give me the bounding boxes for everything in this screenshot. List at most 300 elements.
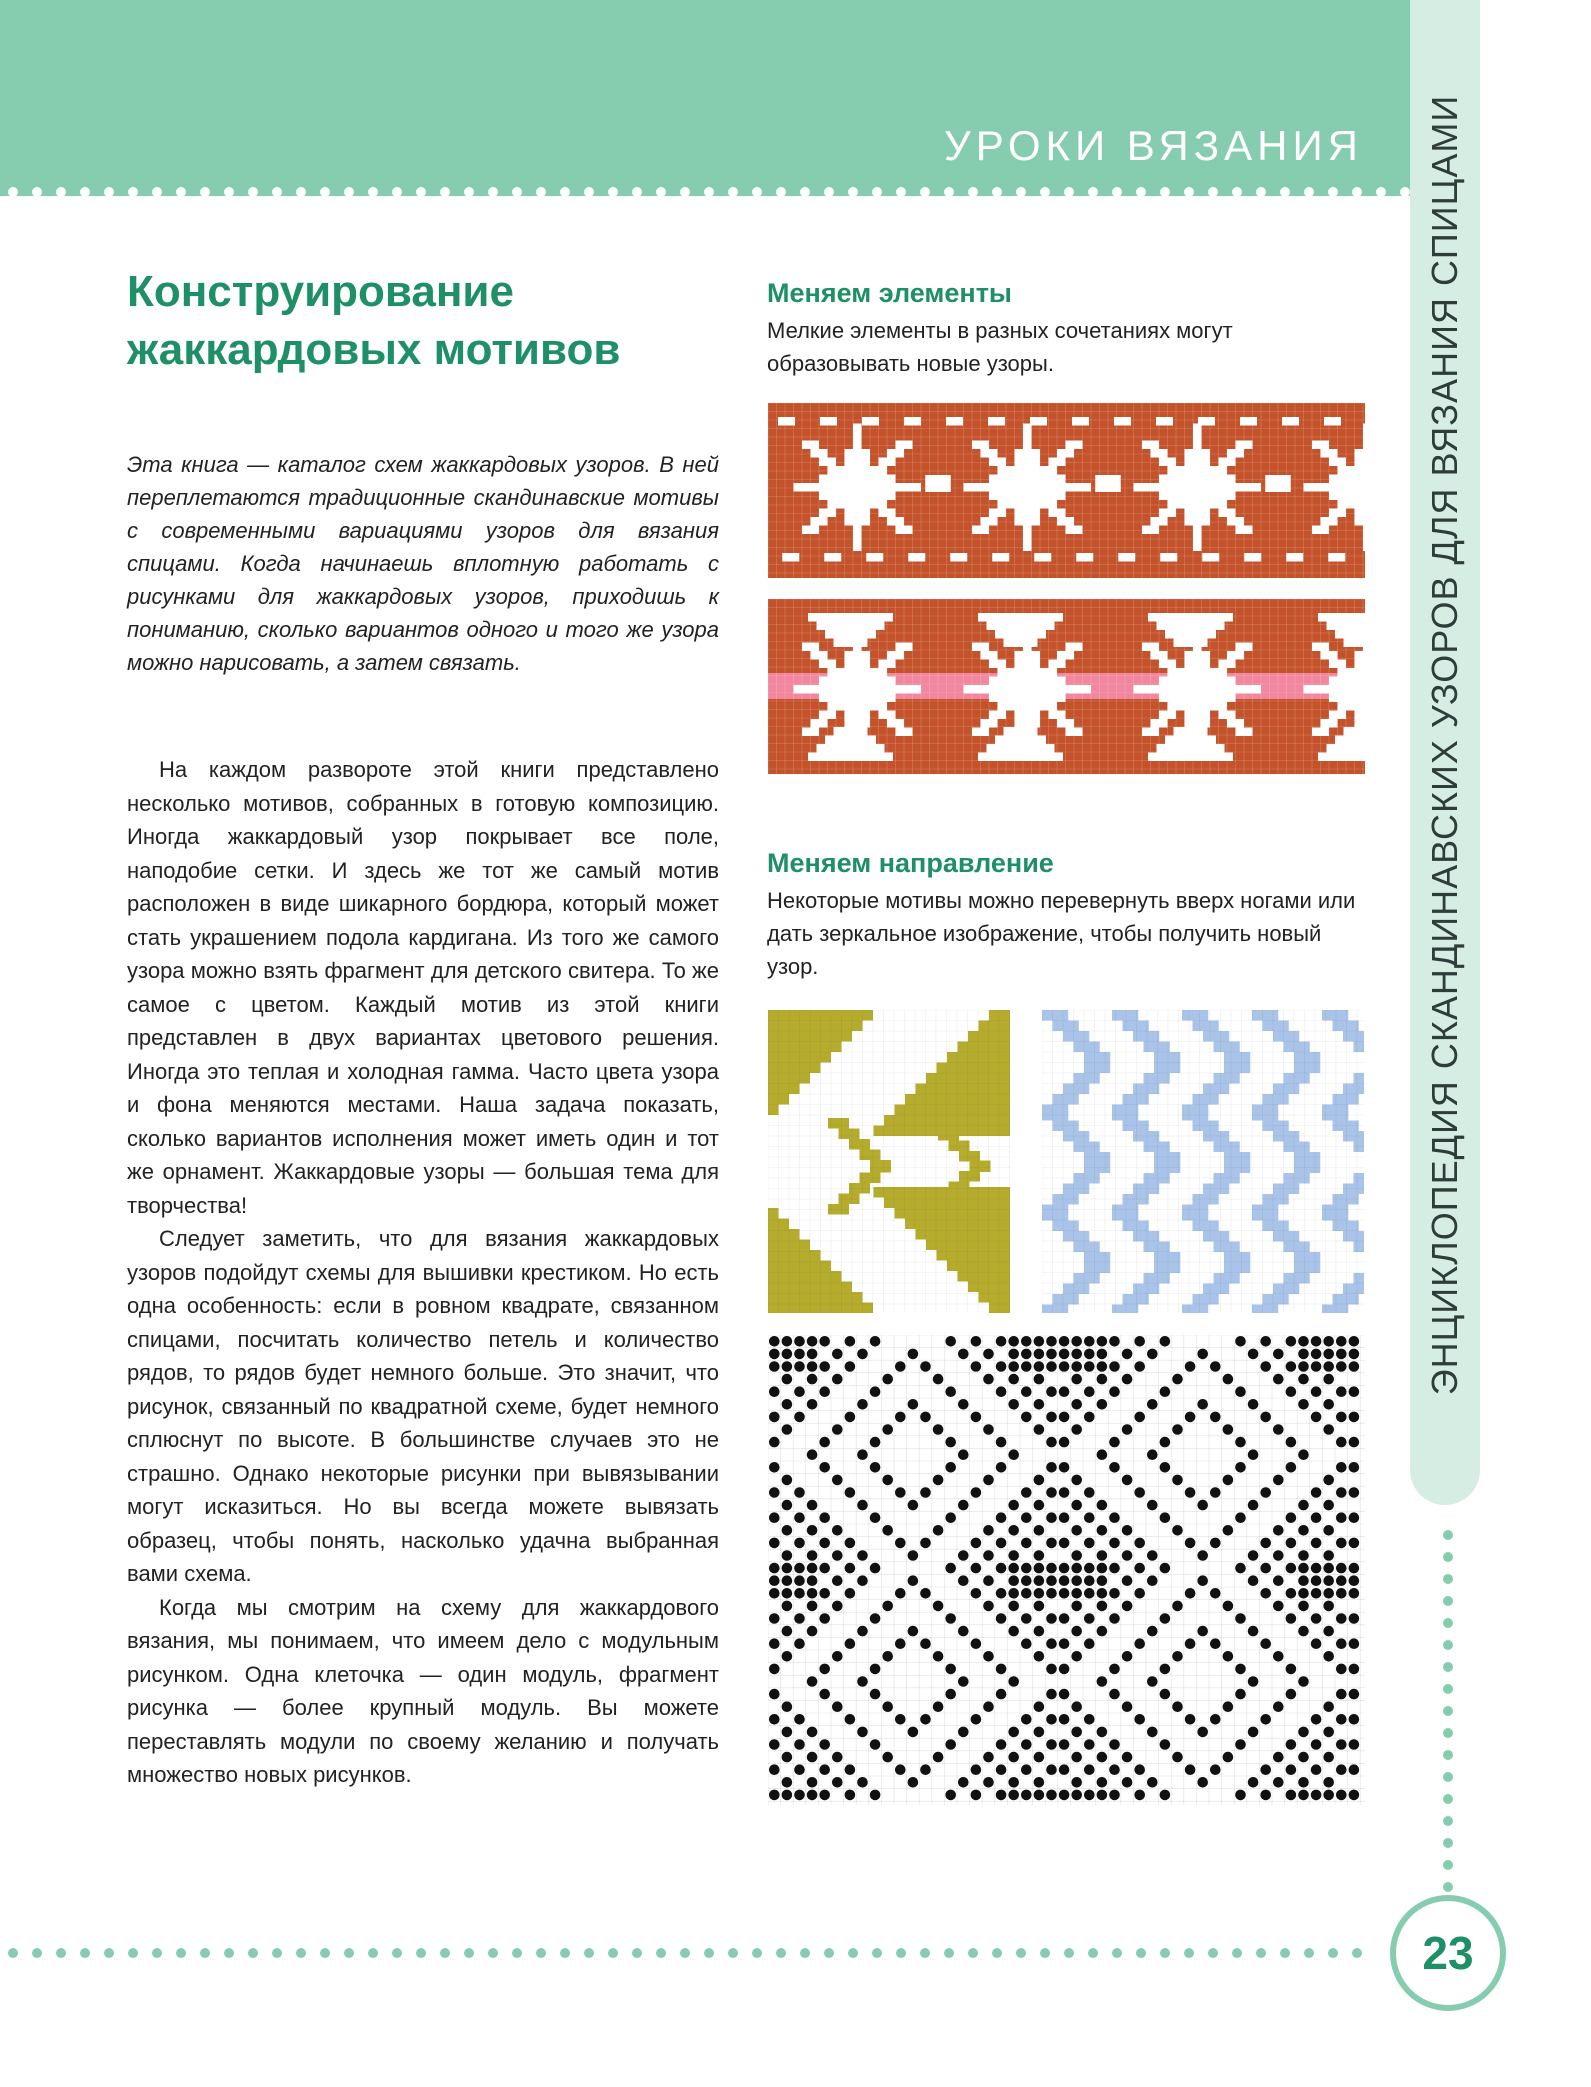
pattern-dot	[933, 1701, 944, 1712]
pattern-cell	[1176, 500, 1185, 509]
pattern-cell	[1202, 466, 1211, 475]
pattern-cell	[1015, 475, 1024, 484]
pattern-dot	[1122, 1475, 1133, 1486]
pattern-dot	[1298, 1777, 1309, 1788]
pattern-cell	[1185, 509, 1194, 518]
pattern-cell	[1219, 492, 1228, 501]
decor-dot	[872, 187, 882, 197]
pattern-dot	[1286, 1512, 1297, 1523]
pattern-cell	[1193, 500, 1202, 509]
decor-dot	[128, 187, 138, 197]
pattern-dot	[1071, 1752, 1082, 1763]
pattern-dot	[1046, 1538, 1057, 1549]
decor-dot	[992, 1948, 1002, 1958]
pattern-cell	[1346, 466, 1355, 475]
pattern-cell	[853, 543, 862, 552]
pattern-dot	[1235, 1462, 1246, 1473]
decor-dot	[1184, 187, 1194, 197]
pattern-dot	[1336, 1512, 1347, 1523]
pattern-dot	[1235, 1563, 1246, 1574]
pattern-dot	[1248, 1449, 1259, 1460]
decor-dot	[728, 187, 738, 197]
pattern-dot	[1298, 1361, 1309, 1372]
pattern-cell	[834, 639, 868, 648]
pattern-dot	[832, 1550, 843, 1561]
pattern-dot	[819, 1512, 830, 1523]
pattern-dot	[1021, 1790, 1032, 1801]
pattern-cell	[1210, 492, 1219, 501]
decor-dot	[1040, 1948, 1050, 1958]
pattern-dot	[845, 1563, 856, 1574]
decor-dot	[8, 1948, 18, 1958]
decor-dot	[176, 1948, 186, 1958]
pattern-cell	[1133, 1084, 1159, 1095]
pattern-cell	[1363, 449, 1365, 458]
pattern-dot	[845, 1361, 856, 1372]
pattern-cell	[879, 492, 888, 501]
pattern-dot	[1286, 1361, 1297, 1372]
pattern-dot	[1349, 1487, 1360, 1498]
pattern-cell	[1224, 1052, 1250, 1063]
pattern-cell	[768, 1063, 821, 1074]
decor-dot	[992, 187, 1002, 197]
pattern-dot	[958, 1349, 969, 1360]
pattern-cell	[1193, 543, 1202, 552]
pattern-dot	[1109, 1664, 1120, 1675]
pattern-dot	[1311, 1638, 1322, 1649]
pattern-cell	[819, 458, 828, 467]
pattern-cell	[1185, 500, 1194, 509]
decor-dot	[1443, 1530, 1453, 1540]
decor-dot	[1040, 187, 1050, 197]
pattern-cell	[1355, 500, 1364, 509]
pattern-dot	[1223, 1424, 1234, 1435]
pattern-cell	[1053, 1221, 1079, 1232]
pattern-cell	[828, 483, 837, 492]
pattern-cell	[1151, 449, 1160, 458]
pattern-dot	[1059, 1613, 1070, 1624]
pattern-cell	[1168, 509, 1177, 518]
pattern-dot	[1084, 1613, 1095, 1624]
pattern-dot	[1071, 1575, 1082, 1586]
pattern-cell	[853, 492, 862, 501]
pattern-cell	[845, 509, 854, 518]
pattern-cell	[1210, 475, 1219, 484]
pattern-dot	[1311, 1512, 1322, 1523]
pattern-cell	[998, 458, 1007, 467]
pattern-dot	[1059, 1764, 1070, 1775]
pattern-dot	[1160, 1613, 1171, 1624]
pattern-cell	[1363, 441, 1365, 450]
pattern-cell	[1040, 475, 1049, 484]
pattern-dot	[1210, 1638, 1221, 1649]
pattern-dot	[782, 1550, 793, 1561]
pattern-dot	[819, 1361, 830, 1372]
pattern-cell	[828, 509, 837, 518]
pattern-cell	[794, 483, 803, 492]
pattern-dot	[920, 1361, 931, 1372]
pattern-dot	[1122, 1525, 1133, 1536]
pattern-cell	[1198, 417, 1215, 426]
pattern-dot	[1286, 1588, 1297, 1599]
pattern-cell	[1142, 441, 1151, 450]
pattern-dot	[1323, 1424, 1334, 1435]
body-paragraph-3: Когда мы смотрим на схему для жаккардового вязания, мы понимаем, что имеем дело с модульным рисунком. Одна клеточка — один модуль, фрагмент рисунка — более крупный модуль. Вы можете переставлять модули по своему желанию и получать множество новых рисунков.	[127, 1594, 719, 1787]
pattern-dot	[1097, 1525, 1108, 1536]
pattern-dot	[1185, 1588, 1196, 1599]
pattern-cell	[819, 483, 828, 492]
pattern-cell	[1355, 509, 1364, 518]
decor-dot	[944, 1948, 954, 1958]
pattern-dot	[1172, 1701, 1183, 1712]
pattern-cell	[1193, 1294, 1219, 1305]
pattern-cell	[1057, 509, 1066, 518]
pattern-cell	[808, 613, 893, 622]
pattern-dot	[1273, 1475, 1284, 1486]
pattern-cell	[853, 483, 862, 492]
pattern-cell	[1224, 1063, 1250, 1074]
pattern-cell	[981, 449, 990, 458]
pattern-dot	[996, 1764, 1007, 1775]
pattern-dot	[996, 1462, 1007, 1473]
pattern-cell	[853, 424, 862, 433]
decor-dot	[1443, 1838, 1453, 1848]
pattern-dot	[1122, 1575, 1133, 1586]
pattern-dot	[1046, 1336, 1057, 1347]
pattern-dot	[1197, 1727, 1208, 1738]
pattern-cell	[1193, 449, 1202, 458]
pattern-cell	[1253, 483, 1262, 492]
pattern-cell	[1066, 483, 1075, 492]
pattern-dot	[1021, 1563, 1032, 1574]
pattern-dot	[908, 1777, 919, 1788]
pattern-dot	[945, 1437, 956, 1448]
decor-dot	[104, 187, 114, 197]
pattern-dot	[870, 1689, 881, 1700]
pattern-cell	[1355, 475, 1364, 484]
pattern-dot	[1109, 1739, 1120, 1750]
pattern-dot	[1172, 1424, 1183, 1435]
pattern-cell	[1032, 492, 1041, 501]
pattern-dot	[1160, 1563, 1171, 1574]
pattern-cell	[1063, 1231, 1089, 1242]
pattern-dot	[1059, 1739, 1070, 1750]
pattern-dot	[945, 1512, 956, 1523]
pattern-dot	[1298, 1563, 1309, 1574]
pattern-dot	[782, 1399, 793, 1410]
pattern-dot	[971, 1361, 982, 1372]
pattern-dot	[1273, 1424, 1284, 1435]
pattern-cell	[1042, 1210, 1068, 1221]
pattern-dot	[1210, 1361, 1221, 1372]
pattern-dot	[1210, 1412, 1221, 1423]
pattern-dot	[983, 1550, 994, 1561]
pattern-dot	[1349, 1361, 1360, 1372]
pattern-dot	[1210, 1538, 1221, 1549]
pattern-cell	[1123, 1221, 1149, 1232]
pattern-dot	[895, 1638, 906, 1649]
pattern-dot	[1349, 1714, 1360, 1725]
pattern-dot	[1097, 1777, 1108, 1788]
pattern-cell	[1083, 483, 1092, 492]
decor-dot	[1280, 187, 1290, 197]
pattern-cell	[1363, 492, 1365, 501]
pattern-cell	[1185, 492, 1194, 501]
decor-dot	[1443, 1640, 1453, 1650]
pattern-dot	[1071, 1727, 1082, 1738]
pattern-dot	[1260, 1714, 1271, 1725]
pattern-dot	[1071, 1588, 1082, 1599]
pattern-cell	[879, 483, 888, 492]
pattern-cell	[1227, 517, 1236, 526]
pattern-cell	[1168, 492, 1177, 501]
pattern-cell	[1338, 483, 1347, 492]
pattern-cell	[778, 417, 795, 426]
pattern-dot	[983, 1424, 994, 1435]
pattern-dot	[1008, 1676, 1019, 1687]
pattern-cell	[1193, 492, 1202, 501]
pattern-dot	[1034, 1701, 1045, 1712]
pattern-dot	[1298, 1752, 1309, 1763]
pattern-cell	[1273, 1031, 1299, 1042]
pattern-dot	[971, 1487, 982, 1498]
pattern-dot	[1197, 1550, 1208, 1561]
pattern-dot	[1046, 1588, 1057, 1599]
pattern-cell	[998, 475, 1007, 484]
pattern-cell	[1333, 1021, 1359, 1032]
pattern-dot	[1248, 1727, 1259, 1738]
pattern-cell	[1273, 1231, 1299, 1242]
decor-dot	[488, 187, 498, 197]
decor-dot	[1016, 1948, 1026, 1958]
pattern-dot	[1349, 1386, 1360, 1397]
decor-dot	[1016, 187, 1026, 197]
pattern-cell	[1049, 475, 1058, 484]
pattern-dot	[1059, 1349, 1070, 1360]
pattern-dot	[1323, 1575, 1334, 1586]
pattern-dot	[1046, 1437, 1057, 1448]
pattern-cell	[1023, 483, 1032, 492]
pattern-cell	[981, 483, 990, 492]
pattern-cell	[1154, 1052, 1180, 1063]
intro-paragraph: Эта книга — каталог схем жаккардовых узоров. В ней переплетаются традиционные скандинавские мотивы с современными вариациями узоров для вязания спицами. Когда начинаешь вплотную работать с рисунками для жаккардовых узоров, приходишь к пониманию, сколько вариантов одного и того же узора можно нарисовать, а затем связать.	[127, 452, 719, 675]
pattern-cell	[1049, 466, 1058, 475]
pattern-dot	[832, 1525, 843, 1536]
pattern-cell	[811, 449, 820, 458]
pattern-dot	[1109, 1563, 1120, 1574]
pattern-cell	[808, 753, 893, 762]
pattern-dot	[1336, 1714, 1347, 1725]
pattern-cell	[1174, 639, 1208, 648]
pattern-dot	[1273, 1575, 1284, 1586]
pattern-cell	[1006, 492, 1015, 501]
pattern-dot	[807, 1626, 818, 1637]
pattern-cell	[1363, 509, 1365, 518]
decor-dot	[1136, 187, 1146, 197]
header-dot-row	[8, 187, 1424, 197]
pattern-dot	[1046, 1638, 1057, 1649]
pattern-dot	[933, 1651, 944, 1662]
pattern-dot	[1286, 1689, 1297, 1700]
pattern-dot	[1034, 1550, 1045, 1561]
pattern-cell	[1263, 1094, 1289, 1105]
pattern-cell	[845, 483, 854, 492]
decor-dot	[368, 1948, 378, 1958]
pattern-cell	[1263, 1021, 1289, 1032]
decor-dot	[1280, 1948, 1290, 1958]
pattern-cell	[811, 517, 820, 526]
pattern-dot	[857, 1676, 868, 1687]
pattern-dot	[819, 1664, 830, 1675]
pattern-cell	[819, 475, 828, 484]
decor-dot	[296, 1948, 306, 1958]
pattern-dot	[1185, 1487, 1196, 1498]
pattern-dot	[958, 1575, 969, 1586]
pattern-dot	[1273, 1349, 1284, 1360]
pattern-cell	[1193, 526, 1202, 535]
pattern-dot	[769, 1689, 780, 1700]
pattern-dot	[1147, 1349, 1158, 1360]
pattern-dot	[870, 1613, 881, 1624]
decor-dot	[704, 1948, 714, 1958]
pattern-cell	[825, 630, 876, 639]
pattern-dot	[1059, 1412, 1070, 1423]
pattern-dot	[1298, 1349, 1309, 1360]
pattern-dot	[1034, 1349, 1045, 1360]
pattern-cell	[887, 483, 896, 492]
pattern-dot	[1235, 1336, 1246, 1347]
decor-dot	[392, 187, 402, 197]
pattern-cell	[947, 1052, 1010, 1063]
pattern-cell	[1084, 1063, 1110, 1074]
pattern-dot	[845, 1588, 856, 1599]
pattern-dot	[1235, 1689, 1246, 1700]
pattern-dot	[807, 1752, 818, 1763]
pattern-cell	[870, 475, 879, 484]
pattern-dot	[1122, 1550, 1133, 1561]
pattern-dot	[1336, 1538, 1347, 1549]
pattern-dot	[794, 1361, 805, 1372]
pattern-dot	[1349, 1664, 1360, 1675]
pattern-cell	[958, 1042, 1011, 1053]
pattern-cell	[1032, 500, 1041, 509]
pattern-dot	[1109, 1613, 1120, 1624]
pattern-dot	[1323, 1601, 1334, 1612]
pattern-dot	[1349, 1412, 1360, 1423]
pattern-dot	[1021, 1575, 1032, 1586]
pattern-cell	[862, 466, 871, 475]
decor-dot	[896, 187, 906, 197]
pattern-dot	[845, 1638, 856, 1649]
pattern-dot	[1046, 1714, 1057, 1725]
pattern-cell	[1159, 449, 1168, 458]
decor-dot	[776, 1948, 786, 1958]
pattern-dot	[1084, 1512, 1095, 1523]
pattern-cell	[870, 500, 879, 509]
pattern-dot	[1046, 1613, 1057, 1624]
pattern-dot	[870, 1437, 881, 1448]
pattern-cell	[1032, 466, 1041, 475]
pattern-dot	[1210, 1764, 1221, 1775]
pattern-dot	[1084, 1361, 1095, 1372]
pattern-cell	[1219, 483, 1228, 492]
pattern-dot	[1286, 1764, 1297, 1775]
pattern-cell	[1023, 475, 1032, 484]
pattern-dot	[882, 1651, 893, 1662]
pattern-dot	[769, 1512, 780, 1523]
decor-dot	[1376, 187, 1386, 197]
pattern-dot	[782, 1475, 793, 1486]
pattern-dot	[933, 1374, 944, 1385]
pattern-dot	[1097, 1601, 1108, 1612]
decor-dot	[1232, 187, 1242, 197]
pattern-cell	[879, 500, 888, 509]
pattern-dot	[1071, 1336, 1082, 1347]
pattern-dot	[1059, 1538, 1070, 1549]
pattern-cell	[1023, 492, 1032, 501]
pattern-dot	[1210, 1588, 1221, 1599]
pattern-cell	[1057, 475, 1066, 484]
decor-dot	[296, 187, 306, 197]
pattern-dot	[996, 1386, 1007, 1397]
pattern-dot	[945, 1689, 956, 1700]
decor-dot	[248, 187, 258, 197]
pattern-cell	[1193, 534, 1202, 543]
pattern-dot	[1223, 1651, 1234, 1662]
pattern-cell	[1343, 1084, 1364, 1095]
pattern-dot	[1071, 1777, 1082, 1788]
pattern-dot	[782, 1349, 793, 1360]
pattern-cell	[1193, 1094, 1219, 1105]
pattern-dot	[933, 1752, 944, 1763]
pattern-cell	[1193, 1221, 1219, 1232]
pattern-dot	[782, 1575, 793, 1586]
decor-dot	[320, 187, 330, 197]
pattern-dot	[1046, 1790, 1057, 1801]
pattern-dot	[794, 1412, 805, 1423]
pattern-cell	[862, 483, 871, 492]
pattern-cell	[1227, 492, 1236, 501]
decor-dot	[584, 187, 594, 197]
pattern-cell	[1318, 753, 1365, 762]
body-paragraph-1: На каждом развороте этой книги представлено несколько мотивов, собранных в готовую композицию. Иногда жаккардовый узор покрывает все поле, наподобие сетки. И здесь же тот же самый мотив расположен в виде шикарного бордюра, который может стать украшением подола кардигана. Из того же самого узора можно взять фрагмент для детского свитера. То же самое с цветом. Каждый мотив из этой книги представлен в двух вариантах цветового решения. Иногда это теплая и холодная гамма. Часто цвета узора и фона меняются местами. Наша задача показать, сколько вариантов исполнения может иметь один и тот же орнамент. Жаккардовые узоры — большая тема для творчества!	[127, 757, 719, 1218]
pattern-cell	[1023, 500, 1032, 509]
pattern-dot	[1160, 1437, 1171, 1448]
pattern-dot	[958, 1500, 969, 1511]
pattern-cell	[1346, 492, 1355, 501]
pattern-dot	[1034, 1752, 1045, 1763]
pattern-dot	[1084, 1714, 1095, 1725]
pattern-dot	[958, 1449, 969, 1460]
pattern-dot	[958, 1399, 969, 1410]
pattern-dot	[1097, 1399, 1108, 1410]
pattern-dot	[1122, 1349, 1133, 1360]
pattern-cell	[1363, 543, 1365, 552]
pattern-dot	[1008, 1601, 1019, 1612]
pattern-cell	[1224, 1252, 1250, 1263]
pattern-dot	[782, 1336, 793, 1347]
pattern-cell	[970, 1161, 991, 1172]
pattern-dot	[1298, 1626, 1309, 1637]
pattern-cell	[845, 517, 854, 526]
pattern-cell	[1057, 492, 1066, 501]
pattern-dot	[1147, 1399, 1158, 1410]
pattern-dot	[1323, 1563, 1334, 1574]
pattern-cell	[1015, 466, 1024, 475]
pattern-cell	[1322, 1210, 1348, 1221]
pattern-cell	[1053, 1094, 1079, 1105]
pattern-dot	[1097, 1550, 1108, 1561]
